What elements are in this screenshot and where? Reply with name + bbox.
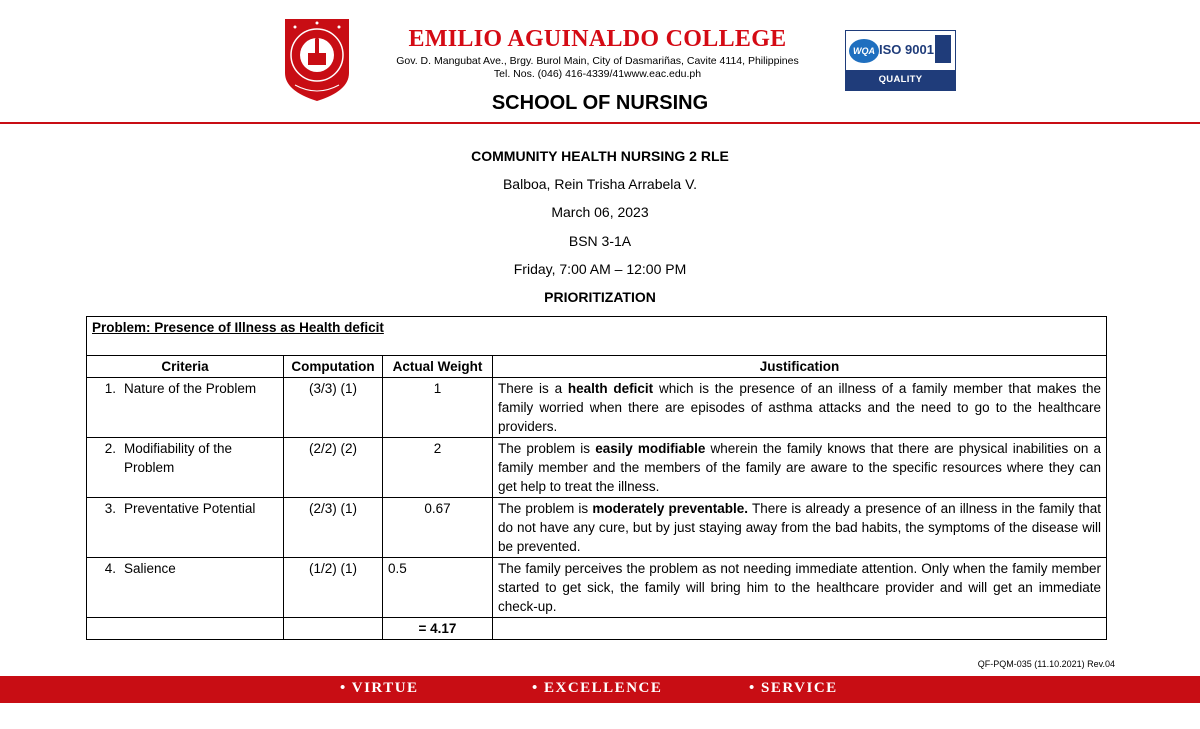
- computation: (2/3) (1): [284, 498, 383, 558]
- justification: The problem is moderately preventable. There is already a presence of an illness in the family that do not have any cure, but by just staying away from the bad habits, the symptoms of the disease will be prevented.: [493, 498, 1107, 558]
- college-seal-logo: [281, 15, 353, 103]
- form-code: QF-PQM-035 (11.10.2021) Rev.04: [977, 659, 1115, 669]
- actual-weight: 0.67: [383, 498, 493, 558]
- header-divider: [0, 122, 1200, 124]
- table-row: [87, 378, 1107, 438]
- iso-label: ISO 9001: [879, 42, 934, 57]
- footer-virtue: • VIRTUE: [340, 680, 419, 696]
- criteria: Modifiability of the Problem: [124, 441, 233, 475]
- college-name: EMILIO AGUINALDO COLLEGE: [408, 26, 787, 52]
- college-address: [370, 55, 825, 81]
- row-number: 1.: [104, 381, 116, 396]
- footer-excellence: • EXCELLENCE: [532, 680, 663, 696]
- row-number: 4.: [104, 561, 116, 576]
- ukas-seal-icon: [935, 35, 951, 63]
- total-row: [87, 618, 1107, 640]
- table-header-row: [87, 356, 1107, 378]
- prioritization-table: [86, 316, 1107, 640]
- table-row: [87, 498, 1107, 558]
- computation: (3/3) (1): [284, 378, 383, 438]
- footer-service: • SERVICE: [749, 680, 838, 696]
- section: BSN 3-1A: [568, 233, 632, 249]
- row-number: 3.: [104, 501, 116, 516]
- header-criteria: Criteria: [87, 356, 284, 378]
- criteria: Preventative Potential: [124, 501, 256, 516]
- justification: The family perceives the problem as not needing immediate attention. Only when the family member started to get sick, the family will bring him to the healthcare provider and will get an immediate check-up.: [493, 558, 1107, 618]
- table-row: [87, 438, 1107, 498]
- header-computation: Computation: [284, 356, 383, 378]
- computation: (1/2) (1): [284, 558, 383, 618]
- justification: There is a health deficit which is the presence of an illness of a family member that makes the family worried when there are episodes of asthma attacks and the need to go to the healthcare providers.: [493, 378, 1107, 438]
- problem-statement: Problem: Presence of Illness as Health deficit: [87, 317, 1107, 356]
- header-justification: Justification: [493, 356, 1107, 378]
- footer-band: [0, 676, 1200, 703]
- actual-weight: 2: [383, 438, 493, 498]
- schedule: Friday, 7:00 AM – 12:00 PM: [513, 261, 687, 277]
- address-line: Gov. D. Mangubat Ave., Brgy. Burol Main, City of Dasmariñas, Cavite 4114, Philippines: [396, 55, 799, 67]
- justification: The problem is easily modifiable wherein the family knows that there are physical inabilities on a family member and the members of the family are aware to the specific resources where they can get help to treat the illness.: [493, 438, 1107, 498]
- contact-line: Tel. Nos. (046) 416-4339/41www.eac.edu.ph: [493, 68, 702, 80]
- quality-management-band: QUALITY MANAGEMENT: [846, 70, 955, 90]
- course-title: COMMUNITY HEALTH NURSING 2 RLE: [471, 148, 729, 164]
- criteria: Nature of the Problem: [124, 381, 257, 396]
- iso-9001-badge: [845, 30, 956, 105]
- actual-weight: 0.5: [383, 558, 493, 618]
- computation: (2/2) (2): [284, 438, 383, 498]
- table-row: [87, 558, 1107, 618]
- actual-weight: 1: [383, 378, 493, 438]
- header-actual-weight: Actual Weight: [383, 356, 493, 378]
- student-name: Balboa, Rein Trisha Arrabela V.: [502, 176, 698, 192]
- wqa-logo: WQA: [849, 39, 879, 63]
- report-date: March 06, 2023: [551, 204, 649, 220]
- row-number: 2.: [104, 441, 116, 456]
- section-title: PRIORITIZATION: [544, 289, 656, 305]
- school-title: SCHOOL OF NURSING: [491, 92, 709, 114]
- criteria: Salience: [124, 561, 176, 576]
- total-weight: = 4.17: [383, 618, 493, 640]
